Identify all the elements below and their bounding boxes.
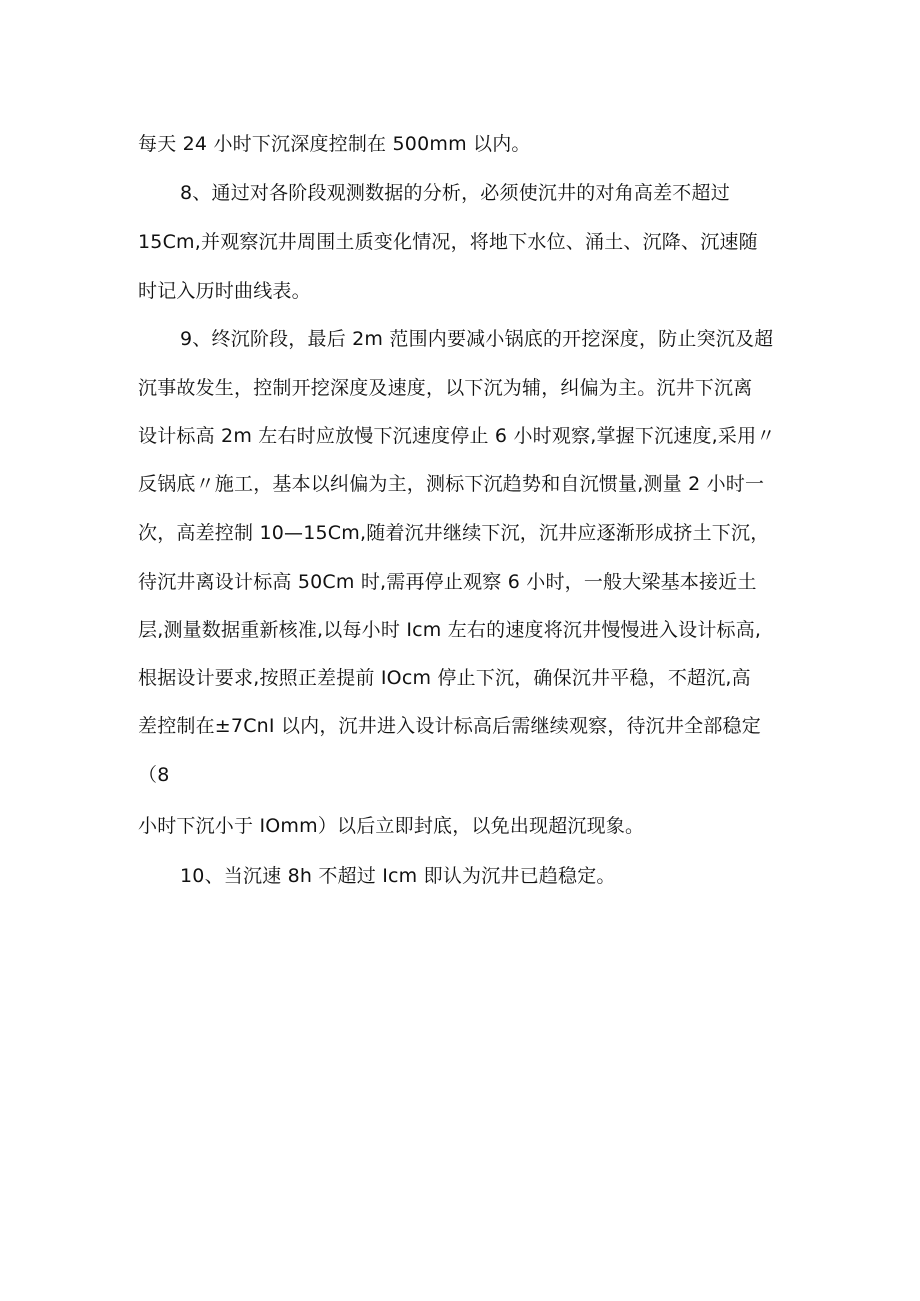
- text-line-7: 设计标高 2m 左右时应放慢下沉速度停止 6 小时观察,掌握下沉速度,采用〃: [138, 425, 776, 447]
- text-line-14: （8: [138, 764, 170, 786]
- text-line-15: 小时下沉小于 IOmm）以后立即封底，以免出现超沉现象。: [138, 815, 645, 837]
- text-line-13: 差控制在±7CnI 以内，沉井进入设计标高后需继续观察，待沉井全部稳定: [138, 715, 761, 737]
- text-line-3: 15Cm,并观察沉井周围土质变化情况，将地下水位、涌土、沉降、沉速随: [138, 231, 758, 253]
- text-line-11: 层,测量数据重新核准,以每小时 Icm 左右的速度将沉井慢慢进入设计标高,: [138, 619, 762, 641]
- text-line-1: 每天 24 小时下沉深度控制在 500mm 以内。: [138, 133, 531, 155]
- text-line-2: 8、通过对各阶段观测数据的分析，必须使沉井的对角高差不超过: [180, 182, 730, 204]
- text-line-10: 待沉井离设计标高 50Cm 时,需再停止观察 6 小时，一般大梁基本接近土: [138, 571, 757, 593]
- text-line-4: 时记入历时曲线表。: [138, 280, 311, 302]
- text-line-6: 沉事故发生，控制开挖深度及速度，以下沉为辅，纠偏为主。沉井下沉离: [138, 377, 753, 399]
- text-line-12: 根据设计要求,按照正差提前 IOcm 停止下沉，确保沉井平稳，不超沉,高: [138, 667, 751, 689]
- text-line-8: 反锅底〃施工，基本以纠偏为主，测标下沉趋势和自沉惯量,测量 2 小时一: [138, 473, 765, 495]
- text-line-9: 次，高差控制 10—15Cm,随着沉井继续下沉，沉井应逐渐形成挤土下沉，: [138, 522, 770, 544]
- text-line-16: 10、当沉速 8h 不超过 Icm 即认为沉井已趋稳定。: [180, 865, 616, 887]
- text-line-5: 9、终沉阶段，最后 2m 范围内要减小锅底的开挖深度，防止突沉及超: [180, 328, 774, 350]
